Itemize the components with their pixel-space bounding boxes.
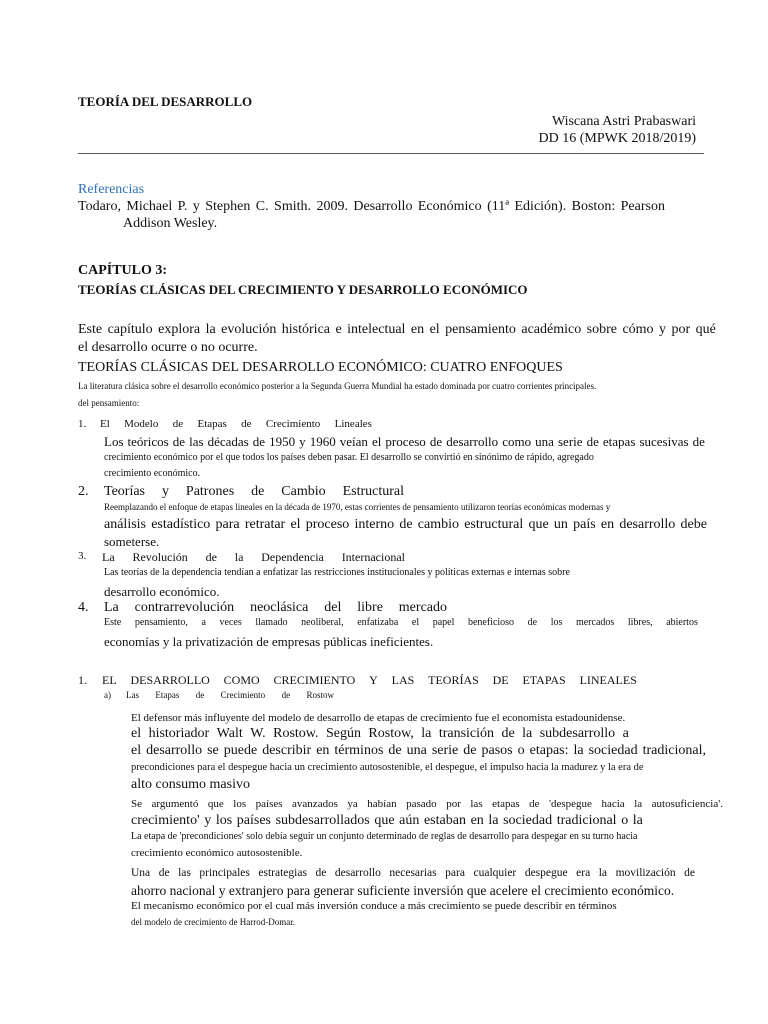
word: La [102, 550, 115, 564]
word: LAS [391, 673, 415, 687]
word: historiador [148, 726, 210, 741]
list-item-number: 2. [78, 484, 89, 499]
word: pasado [406, 798, 437, 810]
word: CRECIMIENTO [273, 673, 356, 687]
word: sobre [586, 322, 617, 337]
word: tradicional [556, 813, 617, 828]
word: una [406, 743, 427, 758]
word: los [233, 798, 247, 810]
word: la [632, 813, 643, 828]
word: contrarrevolución [134, 600, 235, 615]
word: para [445, 867, 465, 879]
word: el [429, 322, 440, 337]
word: Smith. [274, 199, 312, 214]
word: Según [325, 726, 361, 741]
word: Revolución [132, 550, 188, 564]
word: ETAPAS [522, 673, 566, 687]
paragraph-line [131, 743, 706, 759]
word: la [234, 550, 244, 564]
word: por [671, 322, 691, 337]
word: de [172, 434, 186, 449]
approaches-lead-1: La literatura clásica sobre el desarrollo económico posterior a la Segunda Guerra Mundial ha estado dominada por cuatro corrientes principales. [78, 381, 597, 391]
word: y [659, 322, 667, 337]
word: pensamiento [445, 322, 516, 337]
word: autosuficiencia'. [651, 798, 723, 810]
word: Rostow, [368, 726, 414, 741]
list-item-body-line: desarrollo económico. [104, 584, 220, 599]
word: Este [104, 617, 122, 628]
word: Stephen [205, 199, 251, 214]
word: de [527, 617, 538, 628]
word: debe [680, 517, 707, 532]
word: Desarrollo [353, 199, 413, 214]
list-item-title [104, 484, 404, 500]
word: hacia [601, 798, 625, 810]
paragraph-line [131, 798, 723, 810]
word: subdesarrollo [539, 726, 616, 741]
word: teóricos [127, 434, 169, 449]
word: pensamiento, [134, 617, 188, 628]
word: evolución [221, 322, 277, 337]
paragraph-line: crecimiento económico autosostenible. [131, 847, 303, 859]
word: a [622, 726, 629, 741]
word: 1960 [309, 434, 336, 449]
word: de [388, 743, 402, 758]
word: describir [262, 743, 312, 758]
word: 2009. [316, 199, 348, 214]
list-item-body-line [104, 434, 705, 450]
word: a [201, 617, 206, 628]
word: C. [255, 199, 269, 214]
word: Patrones [185, 484, 235, 499]
word: de [205, 550, 217, 564]
word: de [429, 434, 443, 449]
word: la [598, 867, 608, 879]
word: Boston: [571, 199, 616, 214]
word: y [204, 813, 212, 828]
paragraph-line: La etapa de 'precondiciones' solo debía seguir un conjunto determinado de reglas de desarrollo para despegar en su turno hacia [131, 831, 638, 842]
word: transición [438, 726, 495, 741]
word: como [502, 434, 532, 449]
word: Michael [126, 199, 173, 214]
paragraph-line: alto consumo masivo [131, 777, 250, 792]
word: la [421, 726, 432, 741]
word: de [399, 517, 413, 532]
word: en [316, 743, 330, 758]
paragraph-line: ahorro nacional y extranjero para generar suficiente inversión que acelere el crecimiento económico. [131, 883, 675, 898]
word: de [315, 867, 327, 879]
word: neoclásica [250, 600, 309, 615]
word: COMO [223, 673, 260, 687]
word: despegue [524, 867, 568, 879]
word: países [255, 798, 283, 810]
list-item-body-line: economías y la privatización de empresas públicas ineficientes. [104, 634, 434, 649]
list-item-body-line: Las teorías de la dependencia tendían a enfatizar las restricciones institucionales y políticas externas e internas sobre [104, 567, 570, 578]
word: de [501, 726, 515, 741]
paragraph-line [131, 813, 643, 829]
intro-line-1 [78, 322, 716, 338]
paragraph-line: precondiciones para el despegue hacia un crecimiento autosostenible, el despegue, el impulso hacia la madurez y la era de [131, 762, 644, 773]
word: aún [399, 813, 420, 828]
word: el [131, 743, 142, 758]
word: estadístico [151, 517, 211, 532]
document-title: TEORÍA DEL DESARROLLO [78, 94, 253, 109]
word: las [470, 798, 483, 810]
word: que [207, 798, 224, 810]
word: TEORÍAS [428, 673, 479, 687]
word: las [178, 867, 191, 879]
list-item-number: 4. [78, 600, 89, 615]
word: intelectual [347, 322, 406, 337]
word: estaban [423, 813, 466, 828]
word: proceso [305, 517, 350, 532]
word: Crecimiento [265, 418, 321, 430]
paragraph-line: El mecanismo económico por el cual más inversión conduce a más crecimiento se puede describir en términos [131, 900, 617, 912]
word: veces [219, 617, 242, 628]
word: se [207, 743, 219, 758]
word: los [550, 617, 563, 628]
chapter-title: TEORÍAS CLÁSICAS DEL CRECIMIENTO Y DESARROLLO ECONÓMICO [78, 282, 528, 297]
word: una [535, 434, 554, 449]
word: de [252, 434, 266, 449]
references-heading: Referencias [78, 182, 145, 197]
word: crecimiento' [131, 813, 200, 828]
word: DE [492, 673, 509, 687]
word: país [573, 517, 596, 532]
word: que [374, 813, 395, 828]
paragraph-line: El defensor más influyente del modelo de desarrollo de etapas de crecimiento fue el economista estadounidense. [131, 712, 626, 724]
word: EL [102, 673, 117, 687]
subsection-letter: a) [104, 690, 111, 700]
word: etapas [602, 434, 636, 449]
word: principales [199, 867, 250, 879]
word: interno [354, 517, 395, 532]
word: Pearson [620, 199, 665, 214]
word: de [158, 867, 170, 879]
word: Este [78, 322, 103, 337]
word: de [281, 690, 291, 700]
word: un [553, 517, 568, 532]
word: por [446, 798, 461, 810]
chapter-label: CAPÍTULO 3: [78, 263, 168, 278]
list-item-body-line: crecimiento económico por el que todos los países deben pasar. El desarrollo se convirtió en sinónimo de rápido, agregado [104, 452, 594, 463]
list-item-number: 1. [78, 418, 87, 430]
word: análisis [104, 517, 146, 532]
list-item-body-line [104, 617, 698, 628]
word: estrategias [258, 867, 307, 879]
word: Modelo [124, 418, 159, 430]
paragraph-line [131, 726, 629, 742]
word: Se [131, 798, 142, 810]
word: P. [177, 199, 188, 214]
word: beneficioso [467, 617, 515, 628]
subsection-heading [126, 690, 334, 700]
word: LINEALES [579, 673, 637, 687]
word: Etapas [197, 418, 227, 430]
word: países [236, 813, 271, 828]
word: era [576, 867, 591, 879]
word: mercados [575, 617, 615, 628]
list-item-title [100, 418, 372, 430]
word: en [410, 322, 425, 337]
word: tradicional, [642, 743, 706, 758]
word: que [528, 517, 549, 532]
word: Rostow. [273, 726, 319, 741]
word: de [251, 484, 265, 499]
word: o [621, 813, 629, 828]
word: la [488, 813, 499, 828]
word: de [463, 743, 477, 758]
word: llamado [255, 617, 288, 628]
word: cambio [417, 517, 459, 532]
word: Teorías [104, 484, 146, 499]
approaches-lead-2: del pensamiento: [78, 398, 140, 408]
word: Estructural [342, 484, 404, 499]
word: retratar [244, 517, 286, 532]
word: y [161, 484, 169, 499]
word: ya [347, 798, 358, 810]
word: Cambio [281, 484, 326, 499]
word: el [290, 517, 301, 532]
word: Internacional [341, 550, 405, 564]
word: de [586, 434, 599, 449]
word: Económico [417, 199, 482, 214]
word: Las [126, 690, 139, 700]
word: enfatizaba [357, 617, 399, 628]
word: serie [557, 434, 583, 449]
word: Los [104, 434, 124, 449]
list-item-number: 3. [78, 550, 87, 562]
word: el [371, 434, 382, 449]
course-code: DD 16 (MPWK 2018/2019) [538, 131, 696, 146]
word: de [529, 798, 540, 810]
word: capítulo [107, 322, 153, 337]
word: e [335, 322, 342, 337]
word: Y [369, 673, 378, 687]
word: Todaro, [78, 199, 121, 214]
list-item-title [104, 600, 447, 616]
word: explora [158, 322, 201, 337]
word: subdesarrollados [275, 813, 370, 828]
word: Walt [216, 726, 243, 741]
word: pasos [481, 743, 513, 758]
word: desarrollo [334, 867, 381, 879]
section-number: 1. [78, 673, 87, 687]
word: la [205, 322, 216, 337]
word: Rostow [306, 690, 334, 700]
word: qué [695, 322, 716, 337]
word: de [692, 434, 705, 449]
word: etapas: [529, 743, 569, 758]
word: habían [367, 798, 397, 810]
word: El [100, 418, 110, 430]
word: los [215, 813, 233, 828]
word: del [324, 600, 342, 615]
word: estructural [464, 517, 524, 532]
word: veían [339, 434, 368, 449]
author-name: Wiscana Astri Prabaswari [551, 114, 696, 129]
word: sociedad [588, 743, 638, 758]
word: o [517, 743, 525, 758]
word: puede [223, 743, 258, 758]
word: de [241, 418, 252, 430]
list-item-body-line: crecimiento económico. [104, 468, 201, 479]
word: términos [334, 743, 384, 758]
word: etapas [492, 798, 520, 810]
list-item-title [102, 550, 405, 565]
word: necesarias [389, 867, 437, 879]
word: la [634, 798, 643, 810]
word: DESARROLLO [130, 673, 210, 687]
section-heading [102, 673, 637, 688]
word: el [411, 617, 420, 628]
word: la [573, 743, 584, 758]
word: en [470, 813, 484, 828]
word: académico [521, 322, 582, 337]
word: y [299, 434, 306, 449]
word: cómo [622, 322, 654, 337]
word: de [684, 867, 695, 879]
approaches-heading: TEORÍAS CLÁSICAS DEL DESARROLLO ECONÓMICO: CUATRO ENFOQUES [78, 360, 563, 375]
word: Etapas [155, 690, 180, 700]
word: Crecimiento [220, 690, 266, 700]
header-divider [78, 153, 704, 154]
paragraph-line: del modelo de crecimiento de Harrod-Domar. [131, 917, 295, 927]
word: argumentó [151, 798, 199, 810]
word: proceso [385, 434, 426, 449]
word: para [215, 517, 240, 532]
word: 'despegue [549, 798, 592, 810]
word: sociedad [503, 813, 553, 828]
word: 1950 [269, 434, 296, 449]
word: Dependencia [261, 550, 324, 564]
word: abiertos [666, 617, 698, 628]
word: W. [250, 726, 266, 741]
word: Lineales [334, 418, 372, 430]
list-item-body-line: someterse. [104, 534, 160, 549]
word: Una [131, 867, 151, 879]
list-item-body-line [104, 517, 707, 533]
intro-line-2: el desarrollo ocurre o no ocurre. [78, 340, 258, 355]
word: neoliberal, [301, 617, 344, 628]
paragraph-line [131, 867, 695, 879]
word: (11ª [487, 199, 510, 214]
word: décadas [207, 434, 249, 449]
word: Edición). [514, 199, 567, 214]
word: sucesivas [639, 434, 689, 449]
word: desarrollo [446, 434, 499, 449]
word: histórica [281, 322, 331, 337]
word: en [600, 517, 615, 532]
word: serie [431, 743, 459, 758]
word: cualquier [473, 867, 517, 879]
word: libre [357, 600, 383, 615]
word: mercado [398, 600, 447, 615]
list-item-body-line: Reemplazando el enfoque de etapas lineales en la década de 1970, estas corrientes de pensamiento utilizaron teorías económicas modernas y [104, 502, 611, 512]
word: papel [432, 617, 455, 628]
word: desarrollo [146, 743, 203, 758]
reference-line-2: Addison Wesley. [123, 216, 218, 231]
word: el [131, 726, 142, 741]
word: avanzados [292, 798, 338, 810]
word: de [172, 418, 184, 430]
word: la [522, 726, 533, 741]
word: desarrollo [619, 517, 676, 532]
word: las [189, 434, 204, 449]
word: libres, [627, 617, 653, 628]
word: movilización [615, 867, 676, 879]
reference-line-1 [78, 199, 665, 215]
word: de [195, 690, 205, 700]
word: y [192, 199, 200, 214]
word: La [104, 600, 119, 615]
